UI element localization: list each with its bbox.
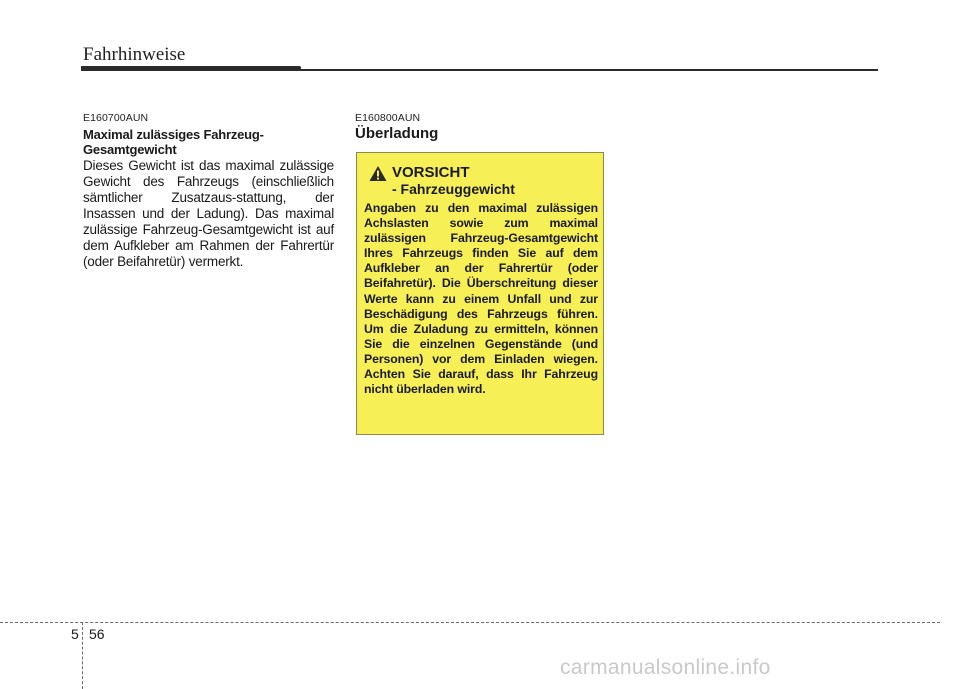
header-rule-thin bbox=[300, 69, 878, 71]
page-number: 56 bbox=[89, 626, 105, 642]
caution-subtitle: - Fahrzeuggewicht bbox=[392, 181, 515, 197]
section-title: Fahrhinweise bbox=[83, 44, 186, 65]
warning-triangle-icon bbox=[369, 165, 387, 182]
footer-vertical-divider bbox=[82, 622, 83, 689]
caution-box bbox=[356, 152, 604, 435]
right-reference-code: E160800AUN bbox=[355, 112, 421, 124]
left-subheading-line2: Gesamtgewicht bbox=[83, 142, 177, 157]
left-subheading-line1: Maximal zulässiges Fahrzeug- bbox=[83, 127, 264, 142]
caution-body-text: Angaben zu den maximal zulässigen Achslasten sowie zum maximal zulässigen Fahrzeug-Gesamtgewicht Ihres Fahrzeugs finden Sie auf dem Aufkleber an der Fahrertür (oder Beifahretür). Die Überschreitung dieser Werte kann zu einem Unfall und zur Beschädigung des Fahrzeugs führen. Um die Zuladung zu ermitteln, können Sie die einzelnen Gegenstände (und Personen) vor dem Einladen wiegen. Achten Sie darauf, dass Ihr Fahrzeug nicht überladen wird. bbox=[364, 201, 598, 397]
left-body-text: Dieses Gewicht ist das maximal zulässige Gewicht des Fahrzeugs (einschließlich sämtlicher Zusatzaus-stattung, der Insassen und der Ladung). Das maximal zulässige Fahrzeug-Gesamtgewicht ist auf dem Aufkleber am Rahmen der Fahrertür (oder Beifahretür) vermerkt. bbox=[83, 158, 334, 269]
footer-divider bbox=[0, 622, 940, 623]
watermark: carmanualsonline.info bbox=[560, 656, 771, 679]
left-reference-code: E160700AUN bbox=[83, 112, 149, 124]
caution-title: VORSICHT bbox=[392, 164, 470, 181]
right-heading: Überladung bbox=[355, 125, 439, 142]
chapter-number: 5 bbox=[71, 626, 79, 642]
left-subheading bbox=[83, 127, 334, 157]
header-rule-thick bbox=[81, 66, 301, 71]
